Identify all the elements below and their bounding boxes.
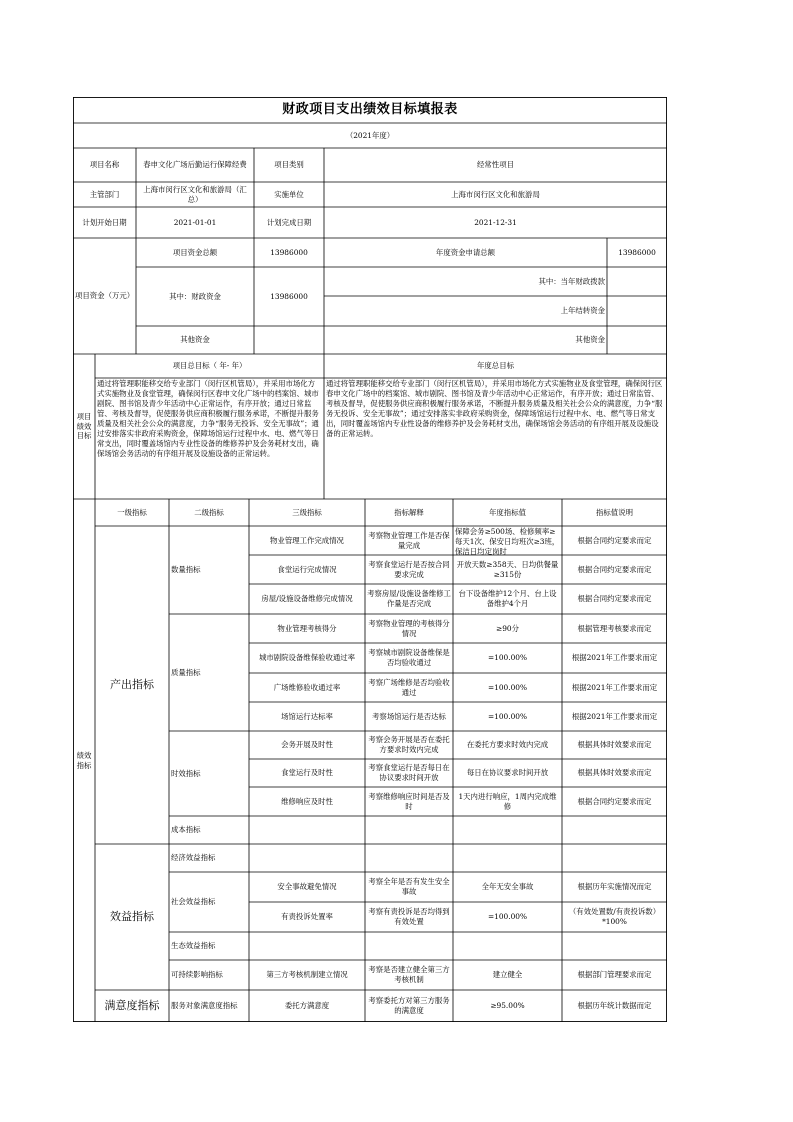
form-year: （2021年度） [345,130,395,140]
annual-goal-label: 年度总目标 [477,361,514,370]
value-note-cell: 根据2021年工作要求而定 [571,653,658,662]
annual-value-cell: 保障会务≥500场、检修频率≥每天1次、保安日均班次≥3班，保洁日均定岗时 [455,527,560,555]
level2-sustainable: 可持续影响指标 [171,970,223,979]
level3-cell: 物业管理工作完成情况 [270,535,344,545]
value-note-cell: 根据合同约定要求而定 [577,796,652,806]
funds-other-label: 其他资金 [180,335,210,344]
annual-value-cell: 每日在协议要求时间开放 [466,768,549,777]
annual-goal-text: 通过将管理职能移交给专业部门（闵行区机管局），并采用市场化方式实施物业及食堂管理，确保闵行区春申文化广场中的档案馆、城市剧院、图书馆及青少年活动中心正常运作，有序开放；通过日常监管、考核及督导，促使服务供应商积极履行服务承诺，不断提升服务质量及相关社会公众的满意度，力争“服务无投诉、安全无事故”；通过安排落实非政府采购资金，保障场馆运行过程中水、电、燃气等日常支出，同时覆盖场馆内专业性设备的维修养护及会务耗材支出，确保场馆会务活动的有序组开展及设施设备的正常运转。 [326,379,663,438]
funds-fiscal-label: 其中：财政资金 [169,291,221,301]
end-date-label: 计划完成日期 [266,217,312,227]
perf-label: 绩效指标 [76,750,92,770]
funds-annual-label: 年度资金申请总额 [435,247,496,257]
level3-cell: 第三方考核机制建立情况 [266,970,348,979]
level1-benefit: 效益指标 [110,909,154,923]
level3-cell: 有责投诉处置率 [281,912,333,921]
annual-value-cell: =100.00% [487,912,528,921]
explanation-cell: 考察食堂运行是否按合同要求完成 [368,559,450,579]
value-note-cell: 根据管理考核要求而定 [577,623,652,633]
header-level2: 二级指标 [194,507,224,517]
level2-social: 社会效益指标 [171,897,216,906]
header-level1: 一级指标 [117,507,147,517]
start-date-label: 计划开始日期 [82,217,127,227]
level2-service-satisfaction: 服务对象满意度指标 [171,1001,238,1010]
value-note-cell: （有效处置数/有责投诉数）*100% [568,907,661,926]
annual-value-cell: 台下设备维护12个月、台上设备维护4个月 [458,589,557,608]
level2-quantity: 数量指标 [171,565,201,574]
project-type-label: 项目类别 [274,160,304,169]
funds-label: 项目资金（万元） [75,291,135,300]
annual-value-cell: ≥95.00% [490,1001,525,1010]
explanation-cell: 考察场馆运行是否达标 [372,711,446,721]
value-note-cell: 根据合同约定要求而定 [577,594,652,603]
funds-other2-label: 其他资金 [575,335,605,344]
level3-cell: 食堂运行完成情况 [277,564,337,574]
level3-cell: 场馆运行达标率 [281,711,333,721]
level3-cell: 广场维修验收通过率 [273,682,341,692]
annual-value-cell: =100.00% [487,711,528,721]
level3-cell: 会务开展及时性 [281,740,333,749]
header-annual-value: 年度指标值 [489,507,526,517]
annual-value-cell: 建立健全 [492,970,523,979]
project-name-label: 项目名称 [89,160,120,169]
value-note-cell: 根据2021年工作要求而定 [571,711,658,721]
explanation-cell: 考察广场维修是否均验收通过 [368,677,450,697]
overall-goal-text: 通过将管理职能移交给专业部门（闵行区机管局），并采用市场化方式实施物业及食堂管理，确保闵行区春申文化广场中的档案馆、城市剧院、图书馆及青少年活动中心正常运作，有序开放；通过日常监管、考核及督导，促使服务供应商积极履行服务承诺，不断提升服务质量及相关社会公众的满意度，力争“服务无投诉、安全无事故”；通过安排落实非政府采购资金，保障场馆运行过程中水、电、燃气等日常支出，同时覆盖场馆内专业性设备的维修养护及会务耗材支出，确保场馆会务活动的有序组开展及设施设备的正常运转。 [97,379,319,458]
annual-value-cell: 开放天数≥358天、日均供餐量≥315份 [456,559,559,579]
level3-cell: 城市剧院设备维保验收通过率 [258,653,356,662]
funds-total-label: 项目资金总额 [172,247,218,257]
form-title: 财政项目支出绩效目标填报表 [282,102,458,118]
explanation-cell: 考察是否建立健全第三方考核机制 [368,965,450,984]
annual-value-cell: =100.00% [487,653,528,662]
funds-annual-value: 13986000 [618,247,656,257]
level3-cell: 安全事故避免情况 [277,882,337,891]
level1-satisfaction: 满意度指标 [104,998,160,1012]
annual-value-cell: =100.00% [487,682,528,692]
explanation-cell: 考察全年是否有发生安全事故 [368,877,450,896]
explanation-cell: 考察房屋/设施设备维修工作量是否完成 [367,589,451,608]
project-type-value: 经常性项目 [477,160,514,169]
explanation-cell: 考察城市剧院设备维保是否均验收通过 [368,648,450,667]
dept-value: 上海市闵行区文化和旅游局（汇总） [143,184,247,204]
goals-label: 项目绩效目标 [76,411,92,441]
value-note-cell: 根据具体时效要求而定 [577,740,652,749]
header-value-note: 指标值说明 [596,507,633,517]
level3-cell: 维修响应及时性 [281,796,333,806]
annual-value-cell: 1天内进行响应，1周内完成维修 [458,791,557,811]
funds-fiscal-value: 13986000 [270,291,308,301]
level2-quality: 质量指标 [171,667,201,677]
level1-output: 产出指标 [110,677,154,691]
overall-goal-label: 项目总目标（ 年- 年） [172,361,247,370]
performance-target-form [73,97,667,1022]
explanation-cell: 考察食堂运行是否每日在协议要求时间开放 [368,763,450,782]
annual-value-cell: ≥90分 [496,623,519,633]
unit-label: 实施单位 [274,189,304,199]
funds-carry-label: 上年结转资金 [560,306,605,315]
header-level3: 三级指标 [292,507,322,517]
level2-cost: 成本指标 [171,825,201,834]
level2-ecological: 生态效益指标 [171,941,216,950]
annual-value-cell: 在委托方要求时效内完成 [466,740,549,749]
dept-label: 主管部门 [89,189,120,199]
funds-total-value: 13986000 [270,247,308,257]
level2-timeliness: 时效指标 [171,768,201,778]
level3-cell: 食堂运行及时性 [281,768,333,777]
end-date-value: 2021-12-31 [474,217,517,227]
level3-cell: 物业管理考核得分 [277,623,337,633]
unit-value: 上海市闵行区文化和旅游局 [451,189,540,199]
explanation-cell: 考察物业管理的考核得分情况 [368,618,450,638]
value-note-cell: 根据历年统计数据而定 [577,1001,652,1010]
value-note-cell: 根据具体时效要求而定 [577,768,652,777]
funds-current-label: 其中：当年财政拨款 [538,276,605,286]
level2-economic: 经济效益指标 [171,853,216,862]
value-note-cell: 根据部门管理要求而定 [577,970,652,979]
value-note-cell: 根据合同约定要求而定 [577,564,652,574]
explanation-cell: 考察委托方对第三方服务的满意度 [368,996,450,1015]
level3-cell: 委托方满意度 [284,1001,330,1010]
table-grid [73,97,667,1022]
project-name-value: 春申文化广场后勤运行保障经费 [143,160,247,169]
level3-cell: 房屋/设施设备维修完成情况 [261,594,353,603]
explanation-cell: 考察有责投诉是否均得到有效处置 [368,907,450,926]
value-note-cell: 根据历年实施情况而定 [577,882,652,891]
value-note-cell: 根据合同约定要求而定 [577,535,652,545]
explanation-cell: 考察会务开展是否在委托方要求时效内完成 [368,735,450,754]
annual-value-cell: 全年无安全事故 [481,882,534,891]
explanation-cell: 考察物业管理工作是否保量完成 [368,530,450,550]
value-note-cell: 根据2021年工作要求而定 [571,682,658,692]
start-date-value: 2021-01-01 [173,217,217,227]
explanation-cell: 考察维修响应时间是否及时 [368,791,450,811]
header-explanation: 指标解释 [394,507,424,517]
